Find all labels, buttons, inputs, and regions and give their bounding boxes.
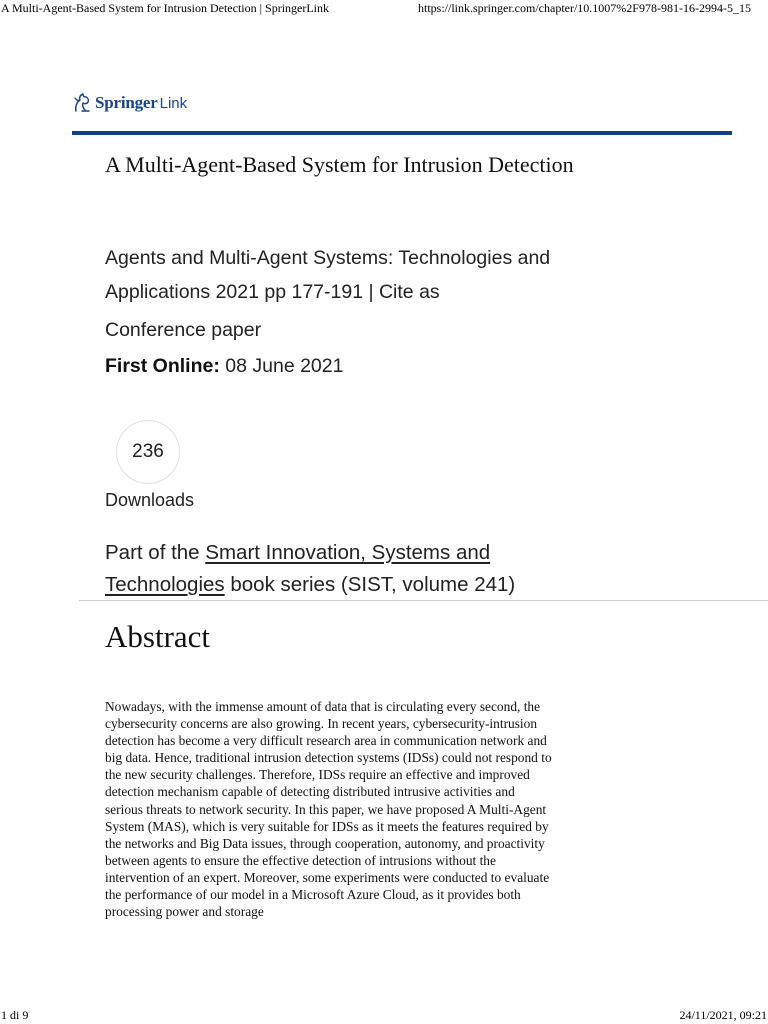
first-online-label: First Online:	[105, 355, 220, 377]
series-link[interactable]: Smart Innovation, Systems and Technologies	[105, 541, 491, 596]
first-online	[105, 351, 343, 381]
print-header	[0, 1, 768, 17]
info-separator: |	[368, 281, 374, 303]
section-divider	[79, 600, 768, 601]
header-rule	[72, 131, 732, 135]
book-info	[105, 241, 555, 309]
book-title: Agents and Multi-Agent Systems: Technologies and Applications 2021	[105, 247, 551, 303]
abstract-heading: Abstract	[105, 619, 211, 654]
springer-horse-icon	[72, 92, 92, 114]
springerlink-logo[interactable]	[72, 90, 187, 116]
print-page-title: A Multi-Agent-Based System for Intrusion Detection | SpringerLink	[1, 1, 330, 15]
abstract-text: Nowadays, with the immense amount of data that is circulating every second, the cybersecurity concerns are also growing. In recent years, cybersecurity-intrusion detection has become a very difficult research area in communication network and big data. Hence, traditional intrusion detection systems (IDSs) could not respond to the new security challenges. Therefore, IDSs require an effective and improved detection mechanism capable of detecting distributed intrusive activities and serious threats to network security. In this paper, we have proposed A Multi-Agent System (MAS), which is very suitable for IDSs as it meets the features required by the networks and Big Data issues, through cooperation, autonomy, and proactivity between agents to ensure the effective detection of intrusions without the intervention of an expert. Moreover, some experiments were conducted to evaluate the performance of our model in a Microsoft Azure Cloud, as it provides both processing power and storage	[105, 699, 552, 920]
page-range: pp 177-191	[264, 281, 364, 303]
logo-brand-text: Springer	[95, 93, 158, 112]
print-url: https://link.springer.com/chapter/10.1007%2F978-981-16-2994-5_15	[418, 1, 751, 15]
print-page-number: 1 di 9	[1, 1008, 29, 1022]
series-suffix: book series (SIST, volume 241)	[230, 573, 516, 596]
logo-suffix-text: Link	[159, 94, 188, 112]
content-type: Conference paper	[105, 319, 262, 341]
book-series	[105, 537, 545, 601]
article-title: A Multi-Agent-Based System for Intrusion Detection	[105, 152, 574, 177]
series-prefix: Part of the	[105, 541, 200, 564]
cite-as-link[interactable]: Cite as	[378, 281, 440, 303]
print-footer	[0, 1008, 768, 1024]
downloads-count: 236	[132, 441, 164, 462]
print-datetime: 24/11/2021, 09:21	[679, 1008, 767, 1022]
first-online-date: 08 June 2021	[225, 355, 344, 377]
downloads-label: Downloads	[105, 490, 195, 510]
downloads-count-badge	[116, 420, 180, 484]
